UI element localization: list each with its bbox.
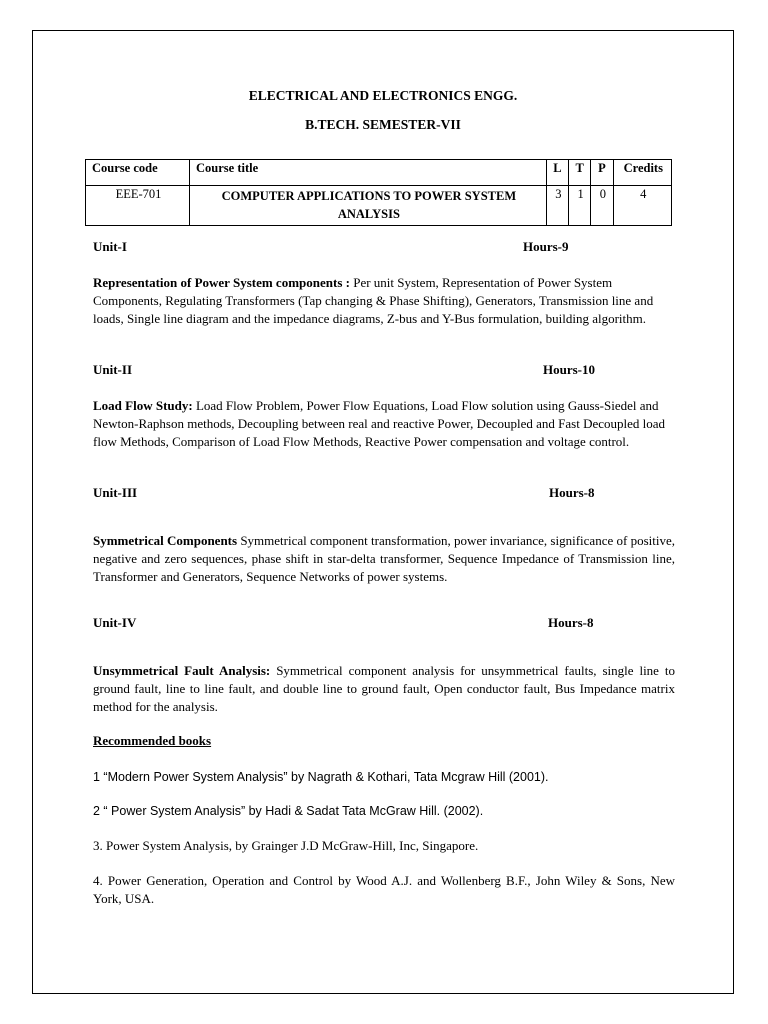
l-cell: 3 — [546, 186, 568, 226]
header-l: L — [546, 160, 568, 186]
unit-content: Load Flow Problem, Power Flow Equations, Load Flow solution using Gauss-Siedel and Newton-Raphson methods, Decoupling between real and reactive Power, Decoupled and Fast Decoupled load flow Methods, Comparison of Load Flow Methods, Reactive Power compensation and voltage control. — [93, 398, 666, 449]
unit-label: Unit-IV — [93, 615, 137, 630]
book-item: 1 “Modern Power System Analysis” by Nagrath & Kothari, Tata Mcgraw Hill (2001). — [93, 770, 549, 784]
book-item: 2 “ Power System Analysis” by Hadi & Sadat Tata McGraw Hill. (2002). — [93, 804, 484, 818]
course-title-cell: COMPUTER APPLICATIONS TO POWER SYSTEM ANALYSIS — [190, 186, 547, 226]
course-code-cell: EEE-701 — [86, 186, 190, 226]
unit-label: Unit-III — [93, 485, 138, 500]
unit-topic: Load Flow Study: — [93, 398, 193, 413]
unit-2-header — [93, 362, 613, 378]
unit-2-description — [93, 397, 675, 451]
header-course-title: Course title — [190, 160, 547, 186]
unit-1-header — [93, 239, 613, 255]
unit-hours: Hours-9 — [523, 239, 569, 254]
book-item: 3. Power System Analysis, by Grainger J.D McGraw-Hill, Inc, Singapore. — [93, 838, 479, 853]
unit-topic: Symmetrical Components — [93, 533, 238, 548]
unit-label: Unit-I — [93, 239, 127, 254]
course-table-header-row — [86, 160, 672, 186]
unit-topic: Representation of Power System components : — [93, 275, 350, 290]
header-credits: Credits — [613, 160, 671, 186]
unit-4-header — [93, 615, 613, 631]
recommended-books-heading: Recommended books — [93, 733, 212, 748]
t-cell: 1 — [569, 186, 591, 226]
unit-label: Unit-II — [93, 362, 133, 377]
header-t: T — [569, 160, 591, 186]
unit-hours: Hours-10 — [543, 362, 595, 377]
header-p: P — [591, 160, 613, 186]
unit-content: Per unit System, Representation of Power System Components, Regulating Transformers (Tap changing & Phase Shifting), Generators, Transmission line and loads, Single line diagram and the impedance diagrams, Z-bus and Y-Bus formulation, building algorithm. — [93, 275, 654, 326]
unit-3-description — [93, 532, 675, 586]
department-title: ELECTRICAL AND ELECTRONICS ENGG. — [248, 88, 518, 103]
unit-content: Symmetrical component analysis for unsymmetrical faults, single line to ground fault, line to line fault, and double line to ground fault, Open conductor fault, Bus Impedance matrix method for the analysis. — [93, 663, 675, 714]
book-item: 4. Power Generation, Operation and Control by Wood A.J. and Wollenberg B.F., John Wiley & Sons, New York, USA. — [93, 873, 675, 906]
course-table-row — [86, 186, 672, 226]
course-table — [85, 159, 672, 226]
unit-3-header — [93, 485, 613, 501]
unit-1-description — [93, 274, 675, 328]
header-course-code: Course code — [86, 160, 190, 186]
p-cell: 0 — [591, 186, 613, 226]
unit-topic: Unsymmetrical Fault Analysis: — [93, 663, 271, 678]
unit-hours: Hours-8 — [548, 615, 594, 630]
semester-title: B.TECH. SEMESTER-VII — [305, 117, 461, 132]
unit-4-description — [93, 662, 675, 716]
credits-cell: 4 — [613, 186, 671, 226]
unit-hours: Hours-8 — [549, 485, 595, 500]
unit-content: Symmetrical component transformation, power invariance, significance of positive, negative and zero sequences, phase shift in star-delta transformer, Sequence Impedance of Transmission line, Transformer and Generators, Sequence Networks of power systems. — [93, 533, 675, 584]
